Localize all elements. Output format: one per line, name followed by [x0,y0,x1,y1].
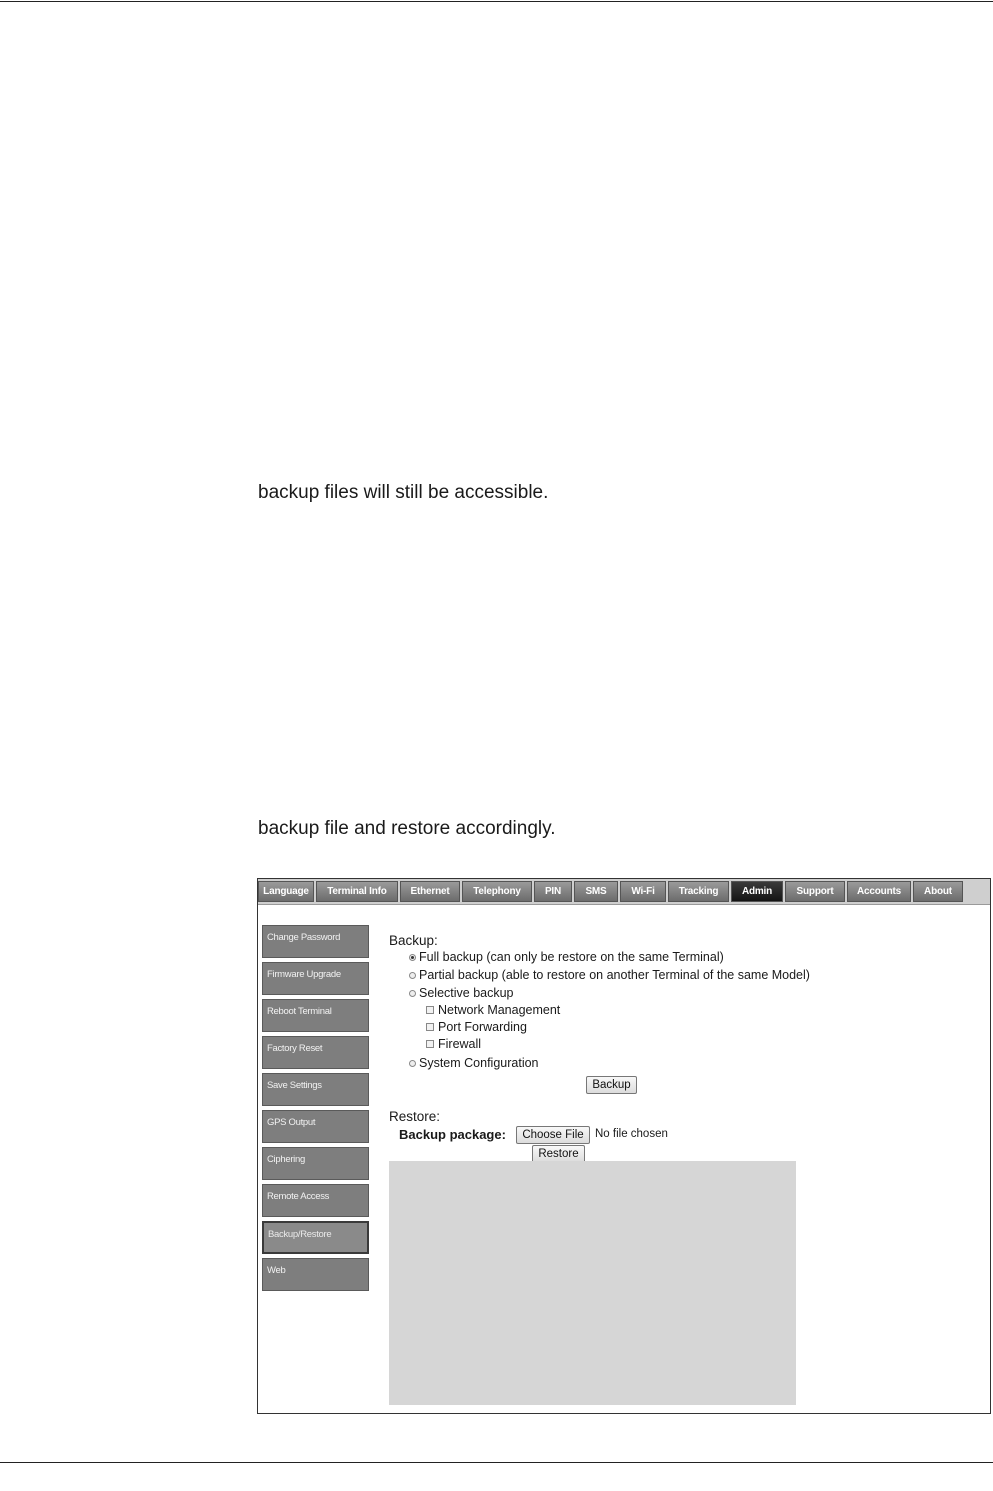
sidebar-item-web[interactable]: Web [262,1258,369,1291]
checkbox-icon[interactable] [426,1006,434,1014]
radio-icon[interactable] [409,990,416,997]
sidebar-item-ciphering[interactable]: Ciphering [262,1147,369,1180]
tab-wifi[interactable]: Wi-Fi [620,881,666,902]
checkbox-port-forwarding[interactable]: Port Forwarding [426,1020,527,1034]
restore-heading: Restore: [389,1109,441,1124]
radio-selected-icon[interactable] [409,954,416,961]
checkbox-icon[interactable] [426,1023,434,1031]
sidebar-item-firmware-upgrade[interactable]: Firmware Upgrade [262,962,369,995]
tab-pin[interactable]: PIN [534,881,572,902]
checkbox-network-management[interactable]: Network Management [426,1003,560,1017]
tab-sms[interactable]: SMS [574,881,618,902]
option-partial-backup[interactable]: Partial backup (able to restore on another Terminal of the same Model) [409,968,810,982]
admin-sidebar [262,925,369,1295]
body-text-1: backup files will still be accessible. [258,482,549,503]
sidebar-item-save-settings[interactable]: Save Settings [262,1073,369,1106]
backup-restore-screenshot [257,878,991,1414]
tab-accounts[interactable]: Accounts [847,881,911,902]
choose-file-button[interactable]: Choose File [516,1126,590,1144]
tab-admin[interactable]: Admin [731,881,783,902]
option-system-configuration[interactable]: System Configuration [409,1056,539,1070]
radio-icon[interactable] [409,1060,416,1067]
option-selective-backup[interactable]: Selective backup [409,986,514,1000]
tab-language[interactable]: Language [258,881,314,902]
checkbox-icon[interactable] [426,1040,434,1048]
backup-heading: Backup: [389,933,438,948]
sidebar-item-backup-restore[interactable]: Backup/Restore [262,1221,369,1254]
checkbox-firewall[interactable]: Firewall [426,1037,481,1051]
tab-ethernet[interactable]: Ethernet [400,881,460,902]
sidebar-item-change-password[interactable]: Change Password [262,925,369,958]
bottom-rule [0,1462,993,1463]
tab-tracking[interactable]: Tracking [668,881,729,902]
radio-icon[interactable] [409,972,416,979]
sidebar-item-gps-output[interactable]: GPS Output [262,1110,369,1143]
result-area [389,1161,796,1405]
no-file-chosen-text: No file chosen [595,1128,668,1140]
tab-about[interactable]: About [913,881,963,902]
restore-button[interactable]: Restore [532,1145,585,1163]
backup-button[interactable]: Backup [586,1076,637,1094]
body-text-2: backup file and restore accordingly. [258,818,556,839]
option-full-backup[interactable]: Full backup (can only be restore on the same Terminal) [409,950,724,964]
tab-telephony[interactable]: Telephony [462,881,532,902]
sidebar-item-reboot-terminal[interactable]: Reboot Terminal [262,999,369,1032]
backup-package-label: Backup package: [399,1127,506,1142]
tab-terminal-info[interactable]: Terminal Info [316,881,398,902]
tab-bar [258,879,990,905]
sidebar-item-remote-access[interactable]: Remote Access [262,1184,369,1217]
sidebar-item-factory-reset[interactable]: Factory Reset [262,1036,369,1069]
top-rule [0,1,993,2]
tab-support[interactable]: Support [785,881,845,902]
